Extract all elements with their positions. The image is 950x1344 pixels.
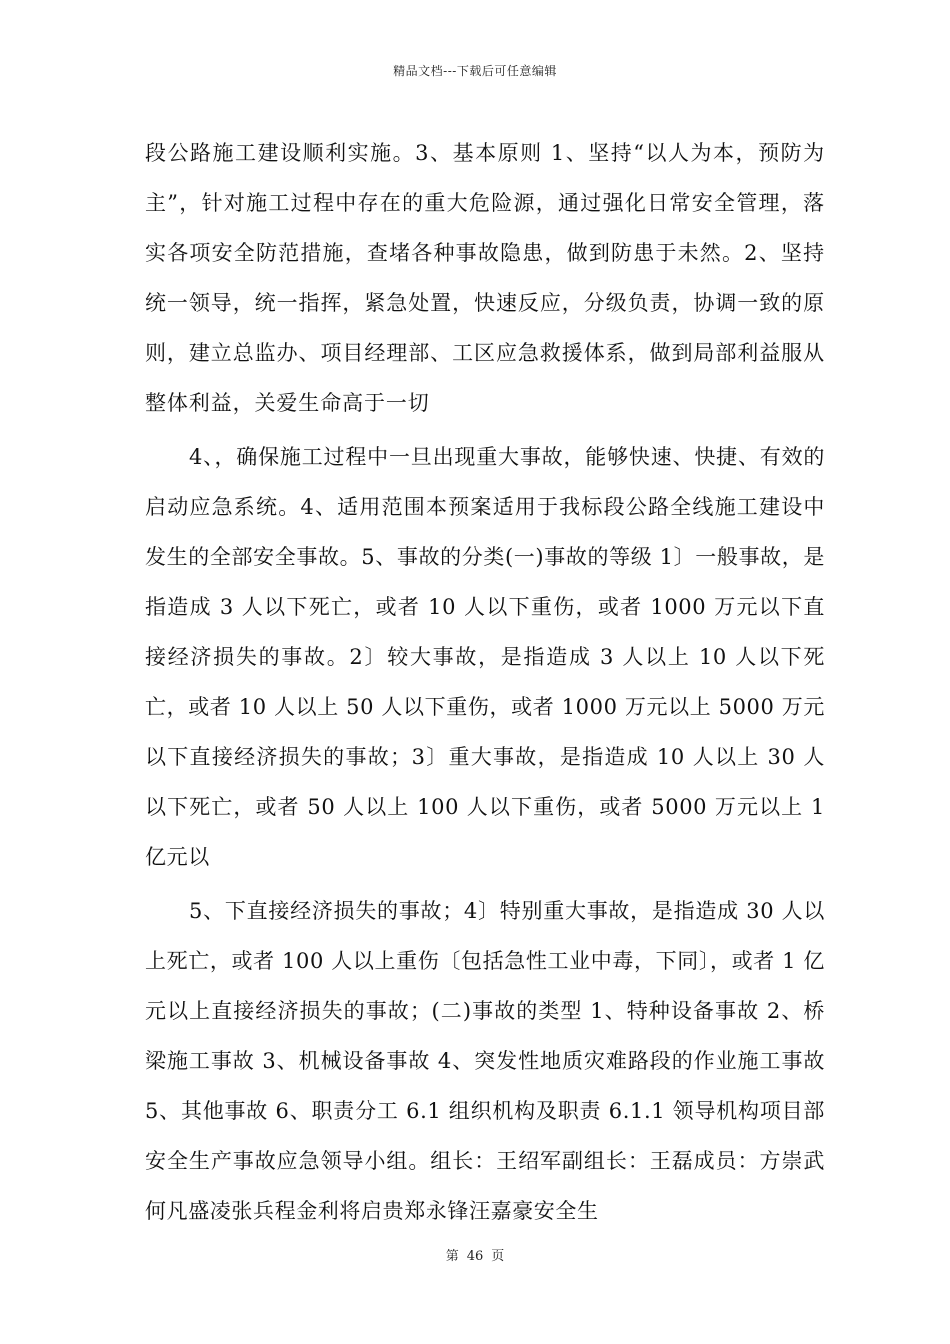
- page-suffix: 页: [491, 1249, 505, 1264]
- paragraph-accident-types: 5、下直接经济损失的事故；4〕特别重大事故，是指造成 30 人以上死亡，或者 100 人以上重伤〔包括急性工业中毒，下同〕，或者 1 亿元以上直接经济损失的事故；(二)事故的类型 1、特种设备事故 2、桥梁施工事故 3、机械设备事故 4、突发性地质灾难路段的作业施工事故 5、其他事故 6、职责分工 6.1 组织机构及职责 6.1.1 领导机构项目部安全生产事故应急领导小组。组长：王绍军副组长：王磊成员：方崇武何凡盛凌张兵程金利将启贵郑永锋汪嘉豪安全生: [145, 899, 825, 1223]
- paragraph-principles: 段公路施工建设顺利实施。3、基本原则 1、坚持“以人为本，预防为主”，针对施工过程中存在的重大危险源，通过强化日常安全管理，落实各项安全防范措施，查堵各种事故隐患，做到防患于未然。2、坚持统一领导，统一指挥，紧急处置，快速反应，分级负责，协调一致的原则，建立总监办、项目经理部、工区应急救援体系，做到局部利益服从整体利益，关爱生命高于一切: [145, 141, 825, 415]
- page-number: 46: [466, 1249, 484, 1264]
- document-body: [145, 128, 825, 1236]
- paragraph-accident-levels: 4、，确保施工过程中一旦出现重大事故，能够快速、快捷、有效的启动应急系统。4、适用范围本预案适用于我标段公路全线施工建设中发生的全部安全事故。5、事故的分类(一)事故的等级 1〕一般事故，是指造成 3 人以下死亡，或者 10 人以下重伤，或者 1000 万元以下直接经济损失的事故。2〕较大事故，是指造成 3 人以上 10 人以下死亡，或者 10 人以上 50 人以下重伤，或者 1000 万元以上 5000 万元以下直接经济损失的事故；3〕重大事故，是指造成 10 人以上 30 人以下死亡，或者 50 人以上 100 人以下重伤，或者 5000 万元以上 1 亿元以: [145, 445, 825, 869]
- page-footer: [0, 1245, 950, 1264]
- page-header: 精品文档---下载后可任意编辑: [393, 64, 557, 78]
- page-prefix: 第: [445, 1249, 459, 1264]
